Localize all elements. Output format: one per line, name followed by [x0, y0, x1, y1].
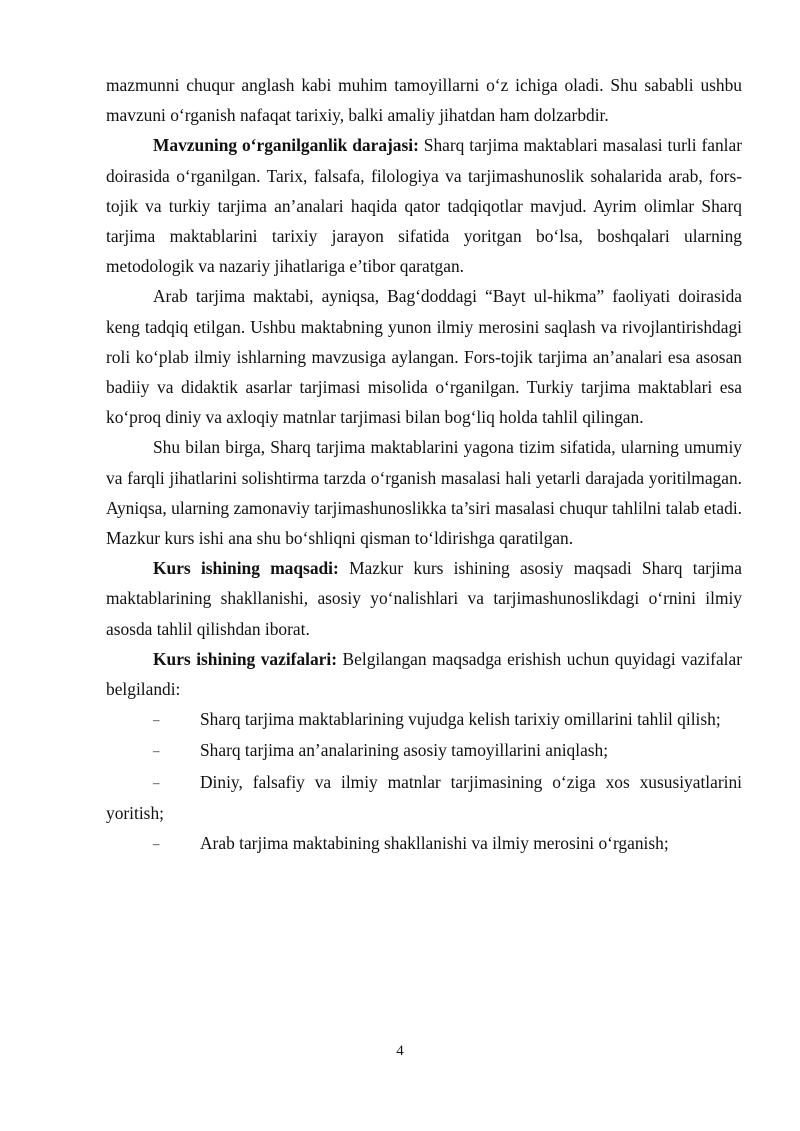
task-list-item — [106, 704, 742, 735]
task-list-item — [106, 735, 742, 766]
dash-marker: – — [153, 836, 160, 852]
page-body — [106, 70, 742, 859]
paragraph-continuation — [106, 70, 742, 130]
paragraph-heading: Mavzuning o‘rganilganlik darajasi: — [153, 135, 419, 156]
task-text: Arab tarjima maktabining shakllanishi va ilmiy merosini o‘rganish; — [200, 833, 669, 854]
task-text: Sharq tarjima maktablarining vujudga kelish tarixiy omillarini tahlil qilish; — [200, 709, 721, 730]
dash-marker: – — [153, 743, 160, 759]
paragraph-heading: Kurs ishining maqsadi: — [153, 558, 339, 579]
task-list-item — [106, 828, 742, 859]
paragraph-goal — [106, 553, 742, 644]
paragraph-text: mazmunni chuqur anglash kabi muhim tamoyillarni o‘z ichiga oladi. Shu sababli ushbu mavzuni o‘rganish nafaqat tarixiy, balki amaliy jihatdan ham dolzarbdir. — [106, 75, 742, 126]
paragraph-text: Sharq tarjima maktablari masalasi turli fanlar doirasida o‘rganilgan. Tarix, falsafa, filologiya va tarjimashunoslik sohalarida arab, fors-tojik va turkiy tarjima an’analari haqida qator tadqiqotlar mavjud. Ayrim olimlar Sharq tarjima maktablarini tarixiy jarayon sifatida yoritgan bo‘lsa, boshqalari ularning metodologik va nazariy jihatlariga e’tibor qaratgan. — [106, 135, 742, 277]
dash-marker: – — [153, 712, 160, 728]
paragraph-heading: Kurs ishining vazifalari: — [153, 648, 338, 669]
page-number: 4 — [396, 1043, 404, 1059]
paragraph-text: Mazkur kurs ishining asosiy maqsadi Sharq tarjima maktablarining shakllanishi, asosiy yo‘nalishlari va tarjimashunoslikdagi o‘rnini ilmiy asosda tahlil qilishdan iborat. — [106, 558, 743, 639]
task-text: Sharq tarjima an’analarining asosiy tamoyillarini aniqlash; — [200, 740, 609, 761]
paragraph-text: Belgilangan maqsadga erishish uchun quyidagi vazifalar belgilandi: — [106, 648, 742, 700]
paragraph-study-level — [106, 130, 742, 281]
task-list-item — [106, 767, 742, 828]
task-text: Diniy, falsafiy va ilmiy matnlar tarjimasining o‘ziga xos xususiyatlarini yoritish; — [106, 771, 742, 823]
paragraph-research-gap — [106, 432, 742, 553]
paragraph-tasks — [106, 644, 742, 704]
dash-marker: – — [153, 774, 160, 790]
paragraph-text: Arab tarjima maktabi, ayniqsa, Bag‘doddagi “Bayt ul-hikma” faoliyati doirasida keng tadqiq etilgan. Ushbu maktabning yunon ilmiy merosini saqlash va rivojlantirishdagi roli ko‘plab ilmiy ishlarning mavzusiga aylangan. Fors-tojik tarjima an’analari esa asosan badiiy va didaktik asarlar tarjimasi misolida o‘rganilgan. Turkiy tarjima maktablari esa ko‘proq diniy va axloqiy matnlar tarjimasi bilan bog‘liq holda tahlil qilingan. — [106, 286, 742, 428]
paragraph-arab-school — [106, 281, 742, 432]
paragraph-text: Shu bilan birga, Sharq tarjima maktablarini yagona tizim sifatida, ularning umumiy va farqli jihatlarini solishtirma tarzda o‘rganish masalasi hali yetarli darajada yoritilmagan. Ayniqsa, ularning zamonaviy tarjimashunoslikka ta’siri masalasi chuqur tahlilni talab etadi. Mazkur kurs ishi ana shu bo‘shliqni qisman to‘ldirishga qaratilgan. — [106, 437, 742, 549]
